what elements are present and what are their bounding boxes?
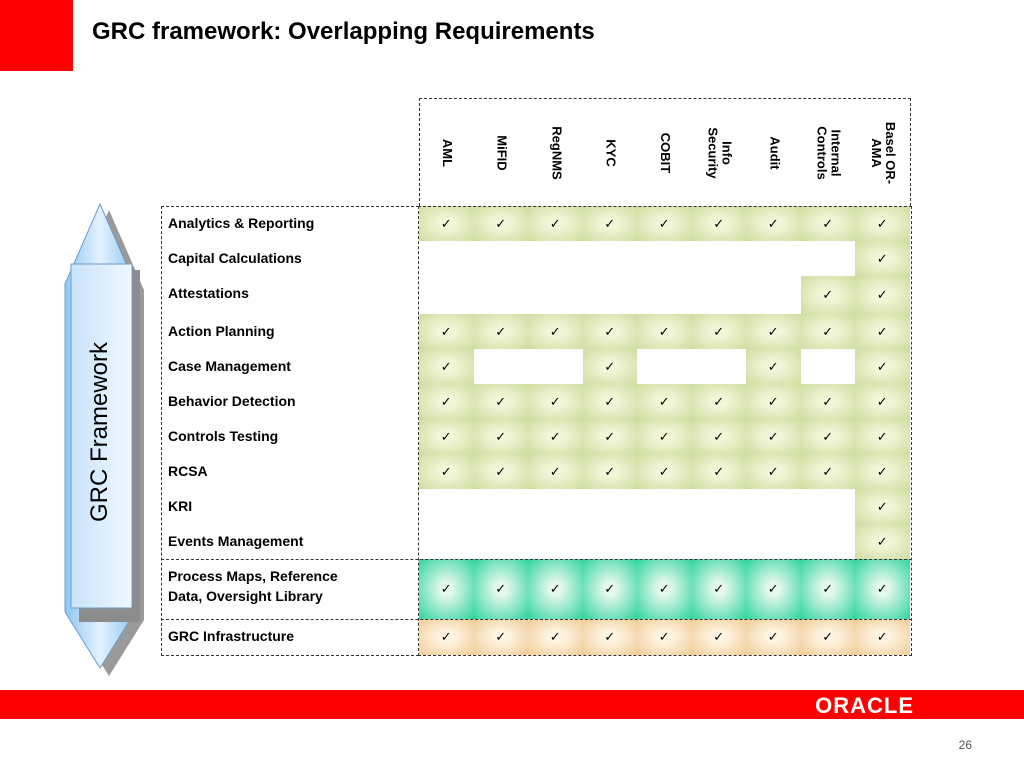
page-title: GRC framework: Overlapping Requirements — [92, 18, 595, 45]
column-header: RegNMS — [549, 126, 565, 180]
check-icon: ✓ — [658, 215, 670, 231]
check-icon: ✓ — [876, 581, 888, 596]
column-header: Info Security — [705, 127, 735, 179]
check-icon: ✓ — [604, 358, 616, 374]
check-icon: ✓ — [822, 215, 834, 231]
row-label: Analytics & Reporting — [168, 215, 315, 231]
check-icon: ✓ — [876, 287, 888, 302]
check-icon: ✓ — [495, 629, 507, 644]
column-header: AML — [440, 138, 456, 168]
check-icon: ✓ — [713, 428, 725, 444]
check-icon: ✓ — [604, 629, 616, 644]
check-icon: ✓ — [658, 323, 670, 339]
check-icon: ✓ — [604, 581, 616, 596]
check-icon: ✓ — [876, 498, 888, 514]
check-icon: ✓ — [604, 428, 616, 444]
row-labels — [161, 206, 419, 656]
column-header: Audit — [767, 136, 783, 170]
check-icon: ✓ — [713, 215, 725, 231]
check-icon: ✓ — [767, 428, 779, 444]
check-icon: ✓ — [767, 463, 779, 479]
check-icon: ✓ — [440, 393, 452, 409]
check-icon: ✓ — [876, 215, 888, 231]
row-label: Process Maps, Reference Data, Oversight Library — [168, 568, 338, 604]
column-header: KYC — [603, 139, 619, 167]
check-icon: ✓ — [440, 358, 452, 374]
check-icon: ✓ — [822, 393, 834, 409]
check-icon: ✓ — [876, 533, 888, 549]
check-icon: ✓ — [604, 463, 616, 479]
column-headers — [419, 98, 911, 206]
check-icon: ✓ — [713, 581, 725, 596]
check-icon: ✓ — [876, 629, 888, 644]
check-icon: ✓ — [604, 323, 616, 339]
check-icon: ✓ — [440, 215, 452, 231]
column-header: Internal Controls — [814, 126, 844, 180]
check-icon: ✓ — [767, 581, 779, 596]
row-label: Behavior Detection — [168, 393, 296, 409]
check-icon: ✓ — [549, 629, 561, 644]
check-icon: ✓ — [440, 463, 452, 479]
check-icon: ✓ — [549, 393, 561, 409]
check-icon: ✓ — [658, 428, 670, 444]
row-label: GRC Infrastructure — [168, 628, 295, 644]
check-icon: ✓ — [876, 358, 888, 374]
check-icon: ✓ — [876, 323, 888, 339]
check-icon: ✓ — [658, 581, 670, 596]
check-icon: ✓ — [495, 323, 507, 339]
column-header: MiFID — [494, 135, 510, 171]
column-header: COBIT — [658, 132, 674, 174]
row-label: Capital Calculations — [168, 250, 302, 266]
check-icon: ✓ — [876, 393, 888, 409]
check-icon: ✓ — [604, 393, 616, 409]
section-divider — [161, 559, 912, 560]
check-icon: ✓ — [822, 463, 834, 479]
row-label: Events Management — [168, 533, 304, 549]
check-icon: ✓ — [440, 323, 452, 339]
check-icon: ✓ — [549, 428, 561, 444]
check-icon: ✓ — [767, 629, 779, 644]
grc-framework-label: GRC Framework — [86, 341, 114, 523]
check-icon: ✓ — [767, 323, 779, 339]
check-icon: ✓ — [440, 629, 452, 644]
check-icon: ✓ — [713, 629, 725, 644]
row-label: RCSA — [168, 463, 208, 479]
check-icon: ✓ — [495, 215, 507, 231]
column-header: Basel OR- AMA — [869, 121, 899, 185]
check-icon: ✓ — [495, 581, 507, 596]
check-icon: ✓ — [658, 629, 670, 644]
row-label: Action Planning — [168, 323, 275, 339]
check-icon: ✓ — [713, 463, 725, 479]
check-icon: ✓ — [876, 463, 888, 479]
check-icon: ✓ — [549, 323, 561, 339]
oracle-logo: ORACLE — [815, 693, 914, 718]
check-icon: ✓ — [604, 215, 616, 231]
check-icon: ✓ — [495, 393, 507, 409]
check-icon: ✓ — [549, 463, 561, 479]
check-icon: ✓ — [822, 428, 834, 444]
row-label: KRI — [168, 498, 193, 514]
check-icon: ✓ — [767, 215, 779, 231]
check-icon: ✓ — [658, 393, 670, 409]
check-icon: ✓ — [822, 581, 834, 596]
section-divider — [161, 619, 912, 620]
check-icon: ✓ — [767, 358, 779, 374]
check-icon: ✓ — [767, 393, 779, 409]
page-number: 26 — [958, 738, 972, 752]
row-label: Attestations — [168, 285, 249, 301]
check-icon: ✓ — [549, 581, 561, 596]
row-label: Case Management — [168, 358, 291, 374]
check-icon: ✓ — [440, 581, 452, 596]
check-icon: ✓ — [876, 428, 888, 444]
check-icon: ✓ — [713, 393, 725, 409]
check-icon: ✓ — [658, 463, 670, 479]
check-icon: ✓ — [876, 250, 888, 266]
check-icon: ✓ — [822, 629, 834, 644]
check-icon: ✓ — [495, 428, 507, 444]
grid-border — [418, 206, 912, 656]
row-label: Controls Testing — [168, 428, 279, 444]
check-icon: ✓ — [495, 463, 507, 479]
corner-red-block — [0, 0, 73, 71]
check-icon: ✓ — [440, 428, 452, 444]
check-icon: ✓ — [549, 215, 561, 231]
check-icon: ✓ — [822, 287, 834, 302]
check-icon: ✓ — [822, 323, 834, 339]
check-icon: ✓ — [713, 323, 725, 339]
